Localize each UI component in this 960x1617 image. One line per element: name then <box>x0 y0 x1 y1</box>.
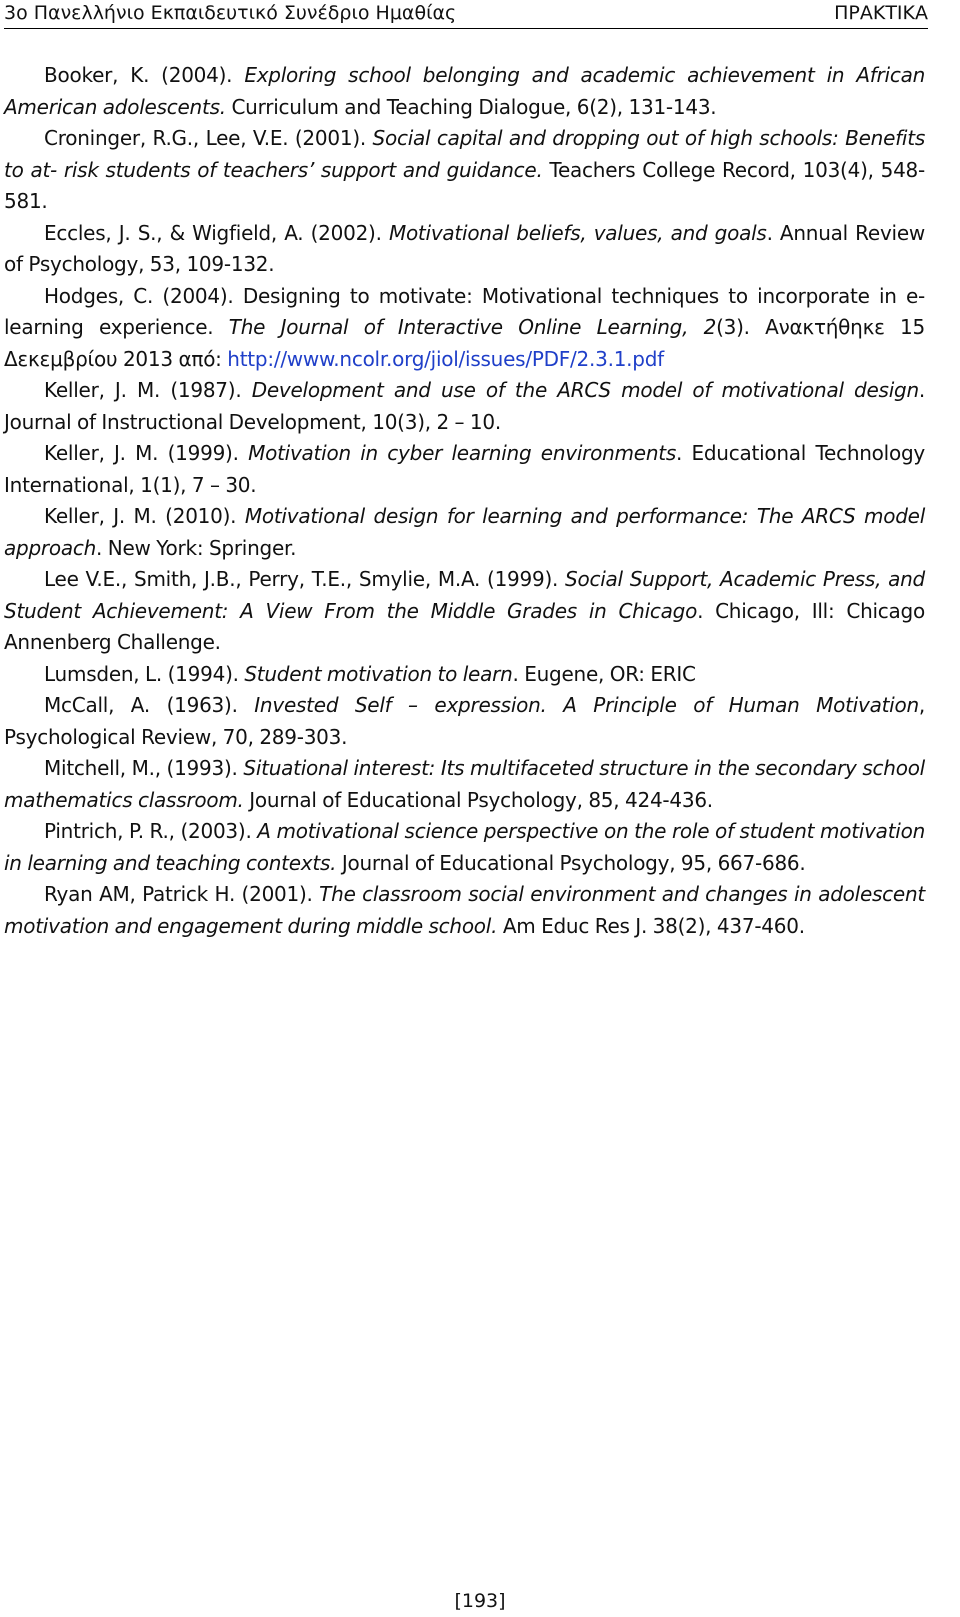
reference-title: Development and use of the ARCS model of motivational design <box>251 378 919 402</box>
reference-title: Student motivation to learn <box>244 661 513 686</box>
reference-source: , Psychological Review, 70, 289-303. <box>4 693 925 749</box>
reference-hodges-2004 <box>4 281 925 376</box>
reference-authors: Ryan AM, Patrick H. (2001). <box>44 882 320 906</box>
reference-keller-1987 <box>4 375 925 438</box>
reference-title: Motivational design for learning and performance: The ARCS model approach <box>4 504 925 560</box>
proceedings-label: ΠΡΑΚΤΙΚΑ <box>834 2 928 24</box>
reference-mitchell-1993 <box>4 753 925 816</box>
reference-authors: Booker, K. (2004). <box>44 63 245 87</box>
reference-authors: Pintrich, P. R., (2003). <box>44 819 258 843</box>
reference-croninger-2001 <box>4 123 925 218</box>
reference-mccall-1963 <box>4 690 925 753</box>
reference-source: (3). Ανακτήθηκε 15 Δεκεμβρίου 2013 από: <box>4 315 925 371</box>
page-header <box>4 0 928 29</box>
reference-title: Social Support, Academic Press, and Student Achievement: A View From the Middle Grades in Chicago <box>4 567 925 623</box>
reference-authors: Keller, J. M. (1999). <box>44 441 249 465</box>
reference-title: Motivation in cyber learning environments <box>248 441 677 465</box>
reference-title: The classroom social environment and changes in adolescent motivation and engagement during middle school. <box>4 882 925 938</box>
reference-title: A motivational science perspective on the role of student motivation in learning and teaching contexts. <box>4 819 925 875</box>
reference-source: . Annual Review of Psychology, 53, 109-132. <box>4 220 926 276</box>
reference-authors: McCall, A. (1963). <box>44 693 255 717</box>
reference-title: Motivational beliefs, values, and goals <box>388 220 767 245</box>
reference-authors: Keller, J. M. (1987). <box>44 378 252 402</box>
reference-authors: Lumsden, L. (1994). <box>44 661 245 686</box>
reference-keller-1999 <box>4 438 925 501</box>
reference-title: Social capital and dropping out of high schools: Benefits to at- risk students of teachers’ support and guidance. <box>4 126 925 182</box>
reference-source: . Chicago, Ill: Chicago Annenberg Challenge. <box>4 598 925 654</box>
reference-source: Am Educ Res J. 38(2), 437-460. <box>497 913 805 938</box>
reference-title: Situational interest: Its multifaceted structure in the secondary school mathematics classroom. <box>4 756 925 812</box>
reference-authors: Croninger, R.G., Lee, V.E. (2001). <box>44 126 373 150</box>
reference-authors: Mitchell, M., (1993). <box>44 756 244 780</box>
reference-link[interactable]: http://www.ncolr.org/jiol/issues/PDF/2.3.1.pdf <box>227 346 664 371</box>
reference-authors: Eccles, J. S., & Wigfield, A. (2002). <box>44 220 389 245</box>
reference-source: Curriculum and Teaching Dialogue, 6(2), 131-143. <box>225 94 717 119</box>
reference-ryan-2001 <box>4 879 925 942</box>
reference-list <box>4 60 925 942</box>
reference-source: . Eugene, OR: ERIC <box>512 661 696 686</box>
reference-source: . Journal of Instructional Development, 10(3), 2 – 10. <box>4 378 925 434</box>
reference-source: Journal of Educational Psychology, 85, 424-436. <box>243 787 713 812</box>
reference-authors: Keller, J. M. (2010). <box>44 504 245 528</box>
reference-lee-1999 <box>4 564 925 659</box>
reference-title: Exploring school belonging and academic achievement in African American adolescents. <box>4 63 925 119</box>
reference-eccles-2002 <box>4 218 925 281</box>
reference-pintrich-2003 <box>4 816 925 879</box>
reference-keller-2010 <box>4 501 925 564</box>
reference-title: Invested Self – expression. A Principle of Human Motivation <box>254 693 919 717</box>
reference-title: The Journal of Interactive Online Learning, 2 <box>228 315 717 339</box>
reference-source: Teachers College Record, 103(4), 548-581. <box>4 157 925 213</box>
reference-authors: Lee V.E., Smith, J.B., Perry, T.E., Smylie, M.A. (1999). <box>44 567 566 591</box>
reference-booker-2004 <box>4 60 925 123</box>
reference-authors: Hodges, C. (2004). Designing to motivate: Motivational techniques to incorporate in e-learning experience. <box>4 283 925 339</box>
page-number: [193] <box>454 1590 506 1612</box>
reference-source: . New York: Springer. <box>96 535 297 560</box>
conference-title: 3ο Πανελλήνιο Εκπαιδευτικό Συνέδριο Ημαθίας <box>4 2 457 24</box>
reference-lumsden-1994 <box>4 659 925 691</box>
reference-source: Journal of Educational Psychology, 95, 667-686. <box>336 850 806 875</box>
reference-source: . Educational Technology International, 1(1), 7 – 30. <box>4 441 925 497</box>
